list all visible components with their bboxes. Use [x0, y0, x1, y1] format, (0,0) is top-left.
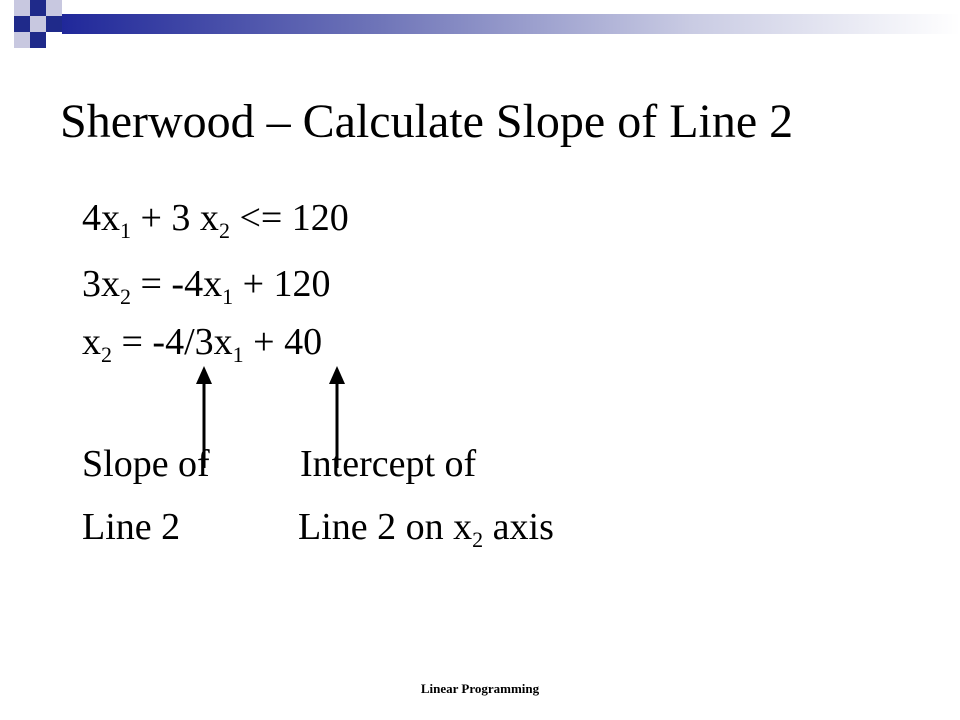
intercept-label-text: axis [483, 506, 554, 548]
footer-text: Linear Programming [420, 681, 540, 696]
equation-text: + 40 [243, 321, 323, 363]
subscript: 2 [472, 527, 484, 552]
equation-text: + 120 [233, 263, 331, 305]
subscript: 2 [218, 218, 230, 243]
equation-text: = -4x [131, 263, 223, 305]
subscript: 2 [101, 342, 112, 367]
equation-text: <= 120 [229, 197, 349, 239]
equation-2 [82, 262, 331, 309]
subscript: 1 [120, 218, 131, 243]
equation-3 [82, 320, 323, 367]
intercept-label-text: Line 2 on x [298, 506, 473, 548]
equation-text: x [82, 321, 101, 363]
subscript: 1 [222, 284, 234, 309]
equation-text: = -4/3x [112, 321, 233, 363]
intercept-label-line2 [298, 505, 554, 552]
slide-title: Sherwood – Calculate Slope of Line 2 [60, 95, 794, 148]
header-decoration [0, 0, 960, 60]
equation-1 [82, 196, 349, 243]
equation-text: 3x [82, 263, 120, 305]
intercept-label-line1: Intercept of [300, 443, 477, 485]
slope-label-line2: Line 2 [82, 506, 181, 548]
subscript: 1 [232, 342, 244, 367]
slope-label-line1: Slope of [82, 443, 210, 485]
subscript: 2 [120, 284, 131, 309]
equation-text: + 3 x [131, 197, 219, 239]
equation-text: 4x [82, 197, 120, 239]
